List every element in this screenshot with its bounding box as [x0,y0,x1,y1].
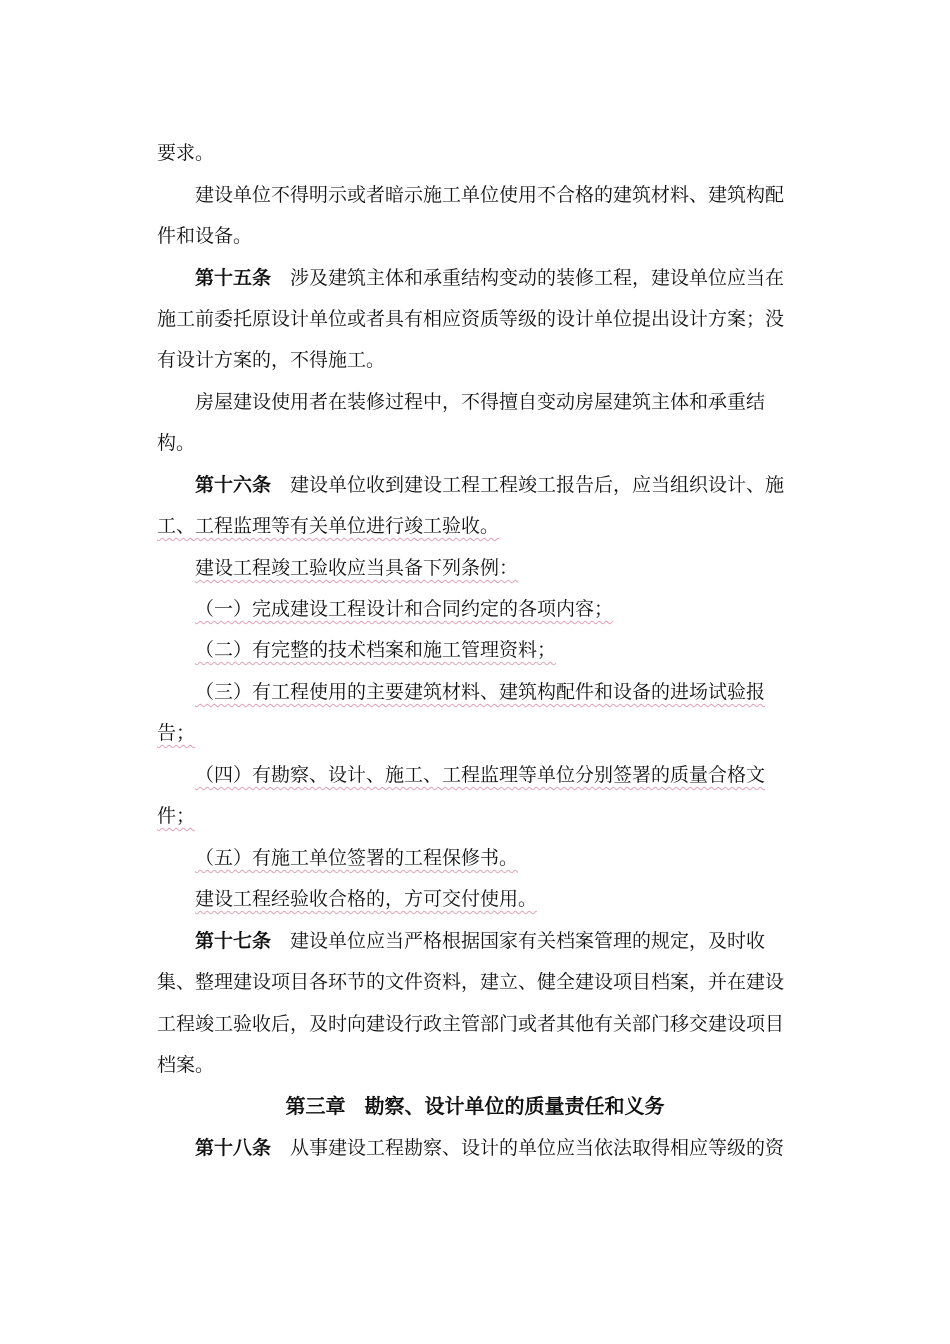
text: （四）有勘察、设计、施工、工程监理等单位分别签署的质量合格文 [195,764,766,786]
text: 告； [157,722,196,744]
article-18-line [0,1135,950,1161]
text: 建设工程经验收合格的，方可交付使用。 [195,888,538,910]
text: 建设单位应当严格根据国家有关档案管理的规定，及时收 [290,930,766,952]
list-item [0,679,950,705]
text: 建设单位不得明示或者暗示施工单位使用不合格的建筑材料、建筑构配 [195,184,785,206]
text: 件； [157,805,196,827]
text: 工、工程监理等有关单位进行竣工验收。 [157,515,500,537]
article-title: 第十八条 [195,1137,272,1159]
article-16-line [0,472,950,498]
paragraph-line [0,430,950,456]
paragraph-line [0,1011,950,1037]
text: 集、整理建设项目各环节的文件资料，建立、健全建设项目档案，并在建设 [157,971,785,993]
list-item [0,845,950,871]
chapter-title: 勘察、设计单位的质量责任和义务 [364,1094,665,1118]
list-item-continuation [0,803,950,829]
list-item [0,637,950,663]
article-17-line [0,928,950,954]
article-title: 第十五条 [195,267,272,289]
paragraph-line [0,347,950,373]
text: 工程竣工验收后，及时向建设行政主管部门或者其他有关部门移交建设项目 [157,1013,785,1035]
article-15-line [0,265,950,291]
text: 构。 [157,432,196,454]
paragraph-line [0,886,950,912]
text: 涉及建筑主体和承重结构变动的装修工程，建设单位应当在 [290,267,785,289]
text: 房屋建设使用者在装修过程中，不得擅自变动房屋建筑主体和承重结 [195,391,766,413]
paragraph-line [0,969,950,995]
text: 施工前委托原设计单位或者具有相应资质等级的设计单位提出设计方案；没 [157,308,785,330]
text: （二）有完整的技术档案和施工管理资料； [195,639,557,661]
text: 档案。 [157,1054,215,1076]
paragraph-line [0,555,950,581]
text: 件和设备。 [157,225,253,247]
text: （一）完成建设工程设计和合同约定的各项内容； [195,598,614,620]
text: 要求。 [157,142,215,164]
paragraph-line [0,1052,950,1078]
paragraph-line [0,182,950,208]
list-item-continuation [0,720,950,746]
text: （五）有施工单位签署的工程保修书。 [195,847,519,869]
paragraph-line [0,223,950,249]
paragraph-line [0,306,950,332]
chapter-number: 第三章 [285,1094,346,1118]
paragraph-line [0,140,950,166]
chapter-heading [0,1093,950,1119]
text: （三）有工程使用的主要建筑材料、建筑构配件和设备的进场试验报 [195,681,766,703]
text: 建设工程竣工验收应当具备下列条例： [195,557,519,579]
text: 建设单位收到建设工程工程竣工报告后，应当组织设计、施 [290,474,785,496]
paragraph-line [0,389,950,415]
list-item [0,762,950,788]
list-item [0,596,950,622]
article-title: 第十七条 [195,930,272,952]
text: 从事建设工程勘察、设计的单位应当依法取得相应等级的资 [290,1137,785,1159]
article-title: 第十六条 [195,474,272,496]
paragraph-line [0,513,950,539]
text: 有设计方案的，不得施工。 [157,349,386,371]
